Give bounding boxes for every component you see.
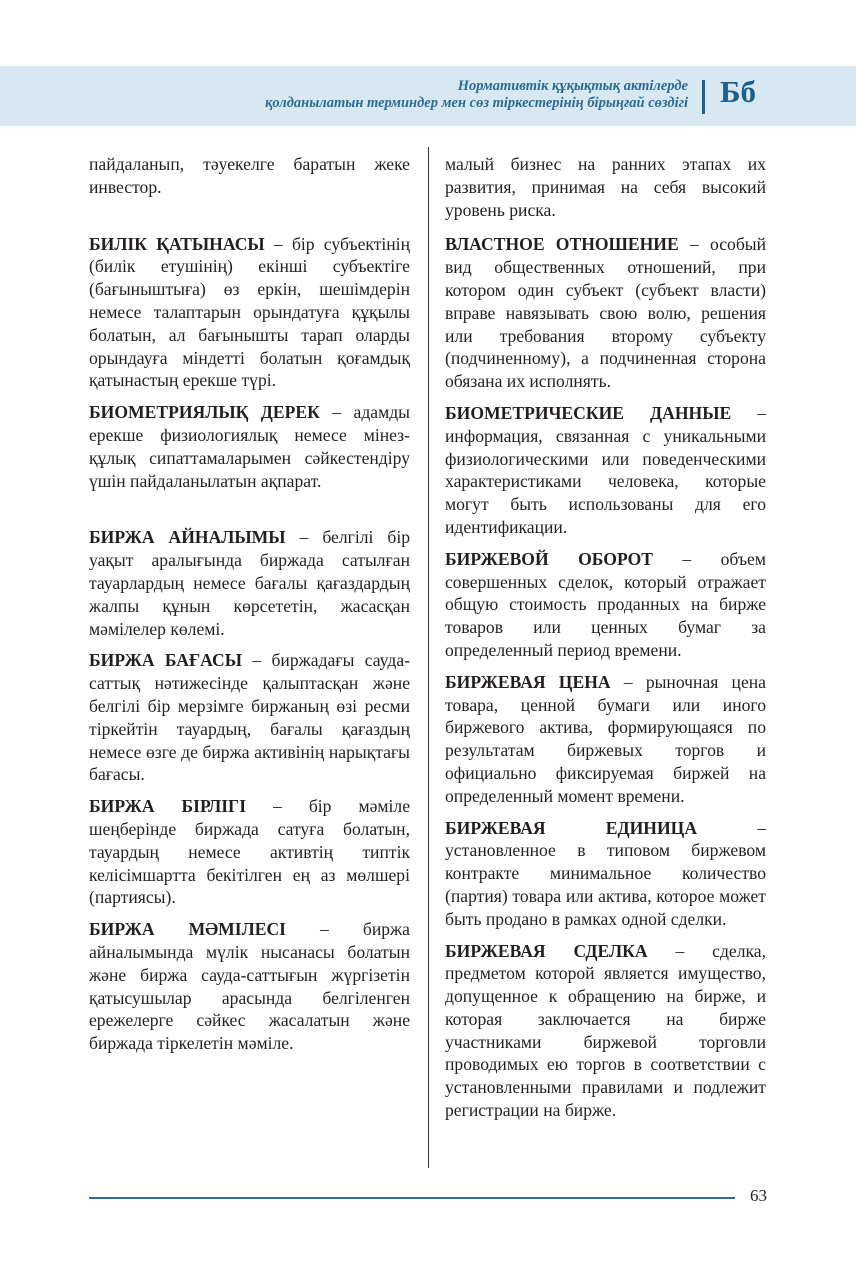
kz-entry-1-term: БИЛІК ҚАТЫНАСЫ	[89, 233, 265, 254]
kz-entry-5-definition: – бір мәміле шеңберінде биржада сатуға болатын, тауардың немесе активтің типтік келісімшартта бекітілген ең аз мөлшері (партиясы).	[89, 796, 411, 908]
page-number: 63	[750, 1186, 767, 1205]
dictionary-title-line2: қолданылатын терминдер мен сөз тіркестерінің бірыңғай сөздігі	[265, 95, 688, 111]
ru-entry-0-definition: малый бизнес на ранних этапах их развития, принимая на себя высокий уровень риска.	[445, 154, 766, 220]
ru-entry-vlastnoe-otnoshenie	[445, 233, 766, 393]
ru-entry-3-definition: – объем совершенных сделок, который отражает общую стоимость проданных на бирже товаров или ценных бумаг за определенный период времени.	[445, 548, 766, 660]
kz-entry-1-definition: – бір субъектінің (билік етушінің) екінші субъектіге (бағыныштыға) өз еркін, шешімдерін немесе талаптарын орындатуға құқылы болатын, ал бағынышты тарап оларды орындауға міндетті болатын қоғамдық қатынастың ерекше түрі.	[89, 233, 410, 391]
ru-entry-continuation	[445, 153, 766, 221]
header-divider	[702, 80, 705, 114]
kz-entry-birzha-birligi	[89, 795, 410, 909]
ru-entry-5-term: БИРЖЕВАЯ ЕДИНИЦА	[445, 817, 698, 838]
kz-entry-6-definition: – биржа айналымында мүлік нысанасы болатын және биржа сауда-саттығын жүргізетін қатысушылар арасында белгіленген ережелерге сәйкес жасалатын және биржада тіркелетін мәміле.	[89, 919, 410, 1054]
kz-entry-3-definition: – белгілі бір уақыт аралығында биржада сатылған тауарлардың немесе бағалы қағаздардың жалпы құнын көрсететін, жасасқан мәмілелер көлемі.	[89, 527, 410, 639]
kz-entry-0-definition: пайдаланып, тәуекелге баратын жеке инвестор.	[89, 154, 410, 197]
kz-entry-4-term: БИРЖА БАҒАСЫ	[89, 650, 242, 671]
kz-entry-biometriyalyk-derek	[89, 401, 410, 492]
kz-entry-continuation	[89, 153, 410, 199]
ru-entry-4-term: БИРЖЕВАЯ ЦЕНА	[445, 671, 611, 692]
kz-entry-5-term: БИРЖА БІРЛІГІ	[89, 796, 247, 817]
kz-entry-birzha-mamilesi	[89, 918, 410, 1055]
ru-entry-4-definition: – рыночная цена товара, ценной бумаги или иного биржевого актива, формирующаяся по результатам биржевых торгов и официально фиксируемая биржей на определенный момент времени.	[445, 671, 766, 806]
ru-entry-birzhevoy-oborot	[445, 548, 766, 662]
ru-entry-birzhevaya-sdelka	[445, 940, 766, 1122]
kz-entry-3-term: БИРЖА АЙНАЛЫМЫ	[89, 527, 286, 548]
ru-entry-birzhevaya-tsena	[445, 671, 766, 808]
ru-entry-6-term: БИРЖЕВАЯ СДЕЛКА	[445, 940, 648, 961]
ru-entry-5-definition: – установленное в типовом биржевом контракте минимальное количество (партия) товара или актива, которое может быть продано в рамках одной сделки.	[445, 817, 766, 929]
kz-entry-birzha-bagasy	[89, 649, 410, 786]
kz-entry-2-term: БИОМЕТРИЯЛЫҚ ДЕРЕК	[89, 402, 320, 423]
kz-entry-6-term: БИРЖА МӘМІЛЕСІ	[89, 919, 287, 940]
kz-entry-4-definition: – биржадағы сауда-саттық нәтижесінде қалыптасқан және белгілі бір мерзімге биржаның өзі ресми тіркейтін тауардың, бағалы қағаздың немесе өзге де биржа активінің нарықтағы бағасы.	[89, 650, 410, 785]
ru-entry-1-definition: – особый вид общественных отношений, при котором один субъект (субъект власти) вправе навязывать свою волю, решения или требования второму субъекту (подчиненному), а подчиненная сторона обязана их исполнять.	[445, 234, 767, 392]
ru-entry-2-definition: – информация, связанная с уникальными физиологическими или поведенческими характеристиками человека, которые могут быть использованы для его идентификации.	[445, 402, 766, 537]
footer-rule	[89, 1197, 735, 1199]
kz-entry-2-definition: – адамды ерекше физиологиялық немесе мінез-құлық сипаттамаларымен сәйкестендіру үшін пайдаланылатын ақпарат.	[89, 402, 410, 491]
kz-entry-birzha-ainalymy	[89, 526, 410, 640]
column-divider	[428, 147, 429, 1168]
russian-column	[445, 153, 766, 1122]
dictionary-title-line1: Нормативтік құқықтық актілерде	[457, 78, 688, 94]
kazakh-column	[89, 153, 410, 1055]
section-letters: Бб	[720, 74, 756, 109]
ru-entry-6-definition: – сделка, предметом которой является имущество, допущенное к обращению на бирже, и которая заключается на бирже участниками биржевой торговли проводимых ею торгов в соответствии с установленными правилами и подлежит регистрации на бирже.	[445, 940, 766, 1121]
ru-entry-3-term: БИРЖЕВОЙ ОБОРОТ	[445, 548, 654, 569]
dictionary-title	[265, 78, 688, 112]
ru-entry-biometricheskie-dannye	[445, 402, 766, 539]
ru-entry-2-term: БИОМЕТРИЧЕСКИЕ ДАННЫЕ	[445, 402, 732, 423]
ru-entry-1-term: ВЛАСТНОЕ ОТНОШЕНИЕ	[445, 234, 679, 255]
running-header	[0, 66, 856, 126]
kz-entry-bilik-katynasy	[89, 233, 410, 393]
ru-entry-birzhevaya-edinitsa	[445, 817, 766, 931]
